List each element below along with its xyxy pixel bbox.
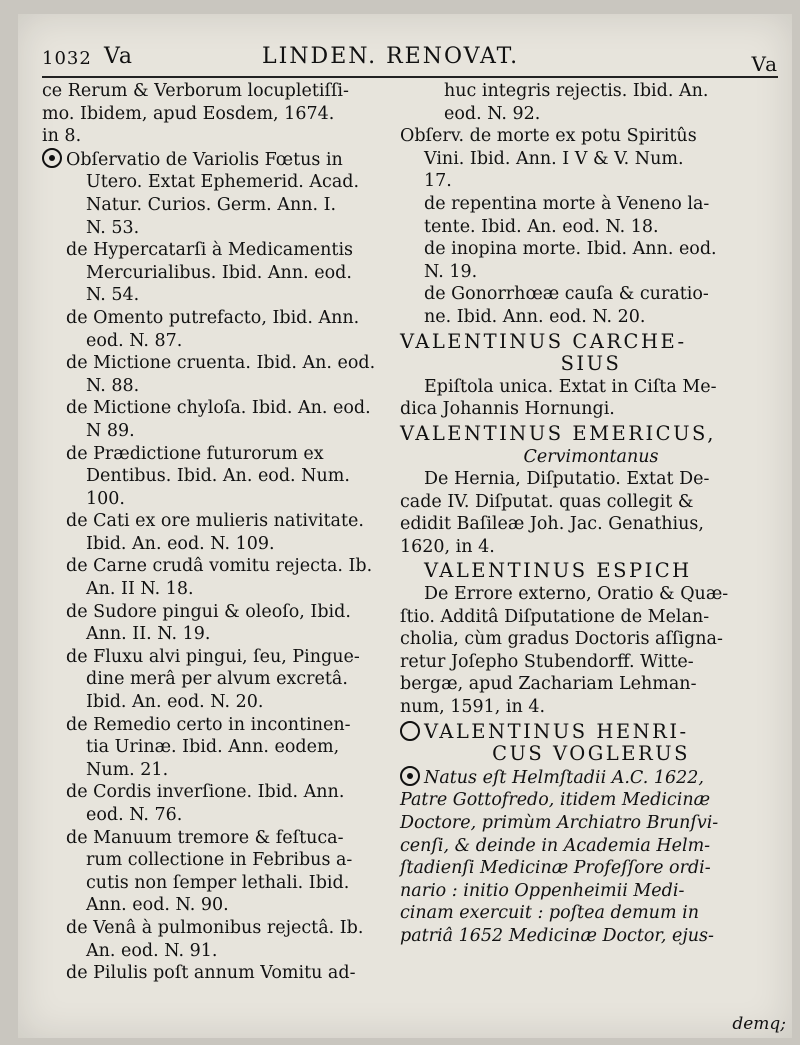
entry-line: Ibid. An. eod. N. 20. — [86, 692, 264, 713]
entry-line: de Mictione cruenta. Ibid. An. eod. — [66, 353, 376, 374]
entry-line: mo. Ibidem, apud Eosdem, 1674. — [42, 103, 335, 124]
entry-line: dica Johannis Hornungi. — [400, 399, 615, 420]
entry-line: patriâ 1652 Medicinæ Doctor, ejus- — [400, 925, 714, 946]
entry-line: de Carne crudâ vomitu rejecta. Ib. — [66, 556, 373, 577]
entry-line: eod. N. 87. — [86, 330, 183, 351]
entry-line: De Errore externo, Oratio & Quæ- — [424, 584, 729, 605]
entry-item — [400, 283, 782, 328]
entry-line: An. eod. N. 91. — [86, 940, 218, 961]
entry-line: de Fluxu alvi pingui, ſeu, Pingue- — [66, 646, 360, 667]
entry-item — [42, 962, 404, 985]
author-heading-cont: SIUS — [560, 352, 622, 376]
entry-line: N 89. — [86, 420, 135, 441]
entry-line: in 8. — [42, 126, 82, 147]
entry-line: de Pilulis poſt annum Vomitu ad- — [66, 963, 356, 984]
entry-biography — [400, 766, 782, 948]
entry-line: eod. N. 76. — [86, 805, 183, 825]
entry-item — [42, 443, 404, 511]
right-column — [400, 80, 782, 948]
author-subtitle: Cervimontanus — [523, 446, 659, 467]
entry-line: de Omento putrefacto, Ibid. Ann. — [66, 307, 360, 328]
author-heading-cont: CUS VOGLERUS — [492, 742, 690, 766]
entry-line: ce Rerum & Verborum locupletiſſi- — [42, 81, 349, 101]
entry-continuation — [400, 80, 782, 125]
entry-line: tia Urinæ. Ibid. Ann. eodem, — [86, 737, 340, 758]
entry-item — [400, 468, 782, 558]
entry-line: N. 53. — [86, 217, 140, 238]
entry-line: tente. Ibid. An. eod. N. 18. — [424, 216, 659, 237]
entry-item — [42, 714, 404, 782]
entry-line: cholia, cùm gradus Doctoris aſſigna- — [400, 629, 723, 650]
entry-line: ſtadienſi Medicinæ Profeſſore ordi- — [400, 858, 711, 879]
header-key-right: Va — [751, 52, 778, 76]
entry-line: An. II N. 18. — [86, 579, 194, 600]
entry-line: edidit Baſileæ Joh. Jac. Genathius, — [400, 514, 704, 535]
entry-line: cade IV. Diſputat. quas collegit & — [400, 491, 694, 512]
entry-line: de inopina morte. Ibid. Ann. eod. — [424, 239, 717, 260]
entry-item — [400, 583, 782, 719]
entry-line: 1620, in 4. — [400, 536, 495, 557]
entry-line: N. 54. — [86, 285, 140, 306]
entry-item — [42, 397, 404, 442]
entry-line: de repentina morte à Veneno la- — [424, 193, 710, 214]
entry-item — [42, 646, 404, 714]
entry-line: N. 19. — [424, 261, 478, 282]
entry-line: ne. Ibid. Ann. eod. N. 20. — [424, 306, 646, 327]
obelus-mark-icon — [42, 148, 62, 168]
catchword: demq; — [732, 1014, 786, 1034]
entry-line: Obſervatio de Variolis Fœtus in — [42, 148, 404, 172]
header-key-left: Va — [104, 44, 133, 69]
entry-item — [42, 352, 404, 397]
author-heading: VALENTINUS EMERICUS, — [400, 421, 716, 445]
entry-line: eod. N. 92. — [444, 103, 541, 124]
entry-line: de Prædictione futurorum ex — [66, 443, 324, 464]
entry-line: de Manuum tremore & feſtuca- — [66, 827, 344, 848]
entry-item — [42, 307, 404, 352]
entry-line: nario : initio Oppenheimii Medi- — [400, 880, 685, 901]
entry-line: Obſerv. de morte ex potu Spiritûs — [400, 126, 697, 147]
entry-line: cenſi, & deinde in Academia Helm- — [400, 835, 711, 856]
entry-item — [400, 125, 782, 193]
entry-item — [42, 917, 404, 962]
entry-line: de Venâ à pulmonibus rejectâ. Ib. — [66, 917, 364, 938]
entry-line: de Gonorrhœæ cauſa & curatio- — [424, 284, 709, 305]
entry-line: 100. — [86, 488, 125, 509]
entry-line: num, 1591, in 4. — [400, 697, 546, 718]
entry-item — [42, 555, 404, 600]
entry-line: de Mictione chyloſa. Ibid. An. eod. — [66, 398, 371, 419]
entry-item — [400, 376, 782, 421]
entry-line: Natur. Curios. Germ. Ann. I. — [86, 194, 337, 215]
entry-line: 17. — [424, 171, 452, 192]
entry-line: rum collectione in Febribus a- — [86, 850, 353, 871]
running-title: LINDEN. RENOVAT. — [262, 44, 520, 69]
entry-line: cinam exercuit : poſtea demum in — [400, 903, 699, 924]
entry-variolis — [42, 148, 404, 239]
entry-line: Epiſtola unica. Extat in Ciſta Me- — [424, 376, 717, 397]
entry-item — [42, 601, 404, 646]
entry-line: huc integris rejectis. Ibid. An. — [444, 81, 709, 101]
entry-item — [42, 827, 404, 917]
entry-line: cutis non ſemper lethali. Ibid. — [86, 872, 350, 893]
entry-line: Num. 21. — [86, 759, 169, 780]
entry-line: Ann. II. N. 19. — [86, 624, 211, 645]
entry-continuation — [42, 80, 404, 148]
entry-line: de Hypercatarſi à Medicamentis — [66, 240, 354, 261]
author-heading: VALENTINUS CARCHE- — [400, 329, 687, 353]
entry-line: retur Joſepho Stubendorff. Witte- — [400, 651, 694, 672]
entry-line: De Hernia, Diſputatio. Extat De- — [424, 469, 710, 490]
entry-line: Ann. eod. N. 90. — [86, 895, 229, 916]
entry-line: Vini. Ibid. Ann. I V & V. Num. — [424, 148, 684, 169]
page-number: 1032 — [42, 48, 92, 69]
entry-line: Natus eſt Helmſtadii A.C. 1622, — [400, 766, 782, 790]
entry-line: de Remedio certo in incontinen- — [66, 714, 351, 735]
obelus-mark-icon — [400, 766, 420, 786]
entry-line: ſtio. Additâ Diſputatione de Melan- — [400, 606, 710, 627]
book-page — [18, 14, 792, 1038]
entry-item — [42, 781, 404, 826]
entry-line: de Sudore pingui & oleoſo, Ibid. — [66, 601, 351, 622]
author-heading: VALENTINUS ESPICH — [424, 559, 692, 583]
entry-line: Utero. Extat Ephemerid. Acad. — [86, 172, 360, 193]
author-heading: VALENTINUS HENRI- — [400, 721, 782, 744]
entry-item — [400, 238, 782, 283]
entry-item — [42, 239, 404, 307]
entry-line: dine merâ per alvum excretâ. — [86, 669, 348, 690]
page-header — [42, 44, 778, 74]
header-rule — [42, 76, 778, 78]
entry-line: bergæ, apud Zachariam Lehman- — [400, 674, 697, 695]
entry-line: Ibid. An. eod. N. 109. — [86, 533, 275, 554]
left-column — [42, 80, 404, 985]
entry-item — [400, 193, 782, 238]
entry-line: N. 88. — [86, 375, 140, 396]
entry-line: Mercurialibus. Ibid. Ann. eod. — [86, 262, 352, 283]
entry-line: Doctore, primùm Archiatro Brunſvi- — [400, 813, 719, 833]
entry-line: Patre Gottofredo, itidem Medicinæ — [400, 790, 711, 811]
entry-line: de Cordis inverſione. Ibid. Ann. — [66, 782, 345, 803]
obelus-mark-icon — [400, 721, 420, 741]
entry-line: de Cati ex ore mulieris nativitate. — [66, 511, 364, 532]
entry-line: Dentibus. Ibid. An. eod. Num. — [86, 466, 350, 487]
entry-item — [42, 510, 404, 555]
